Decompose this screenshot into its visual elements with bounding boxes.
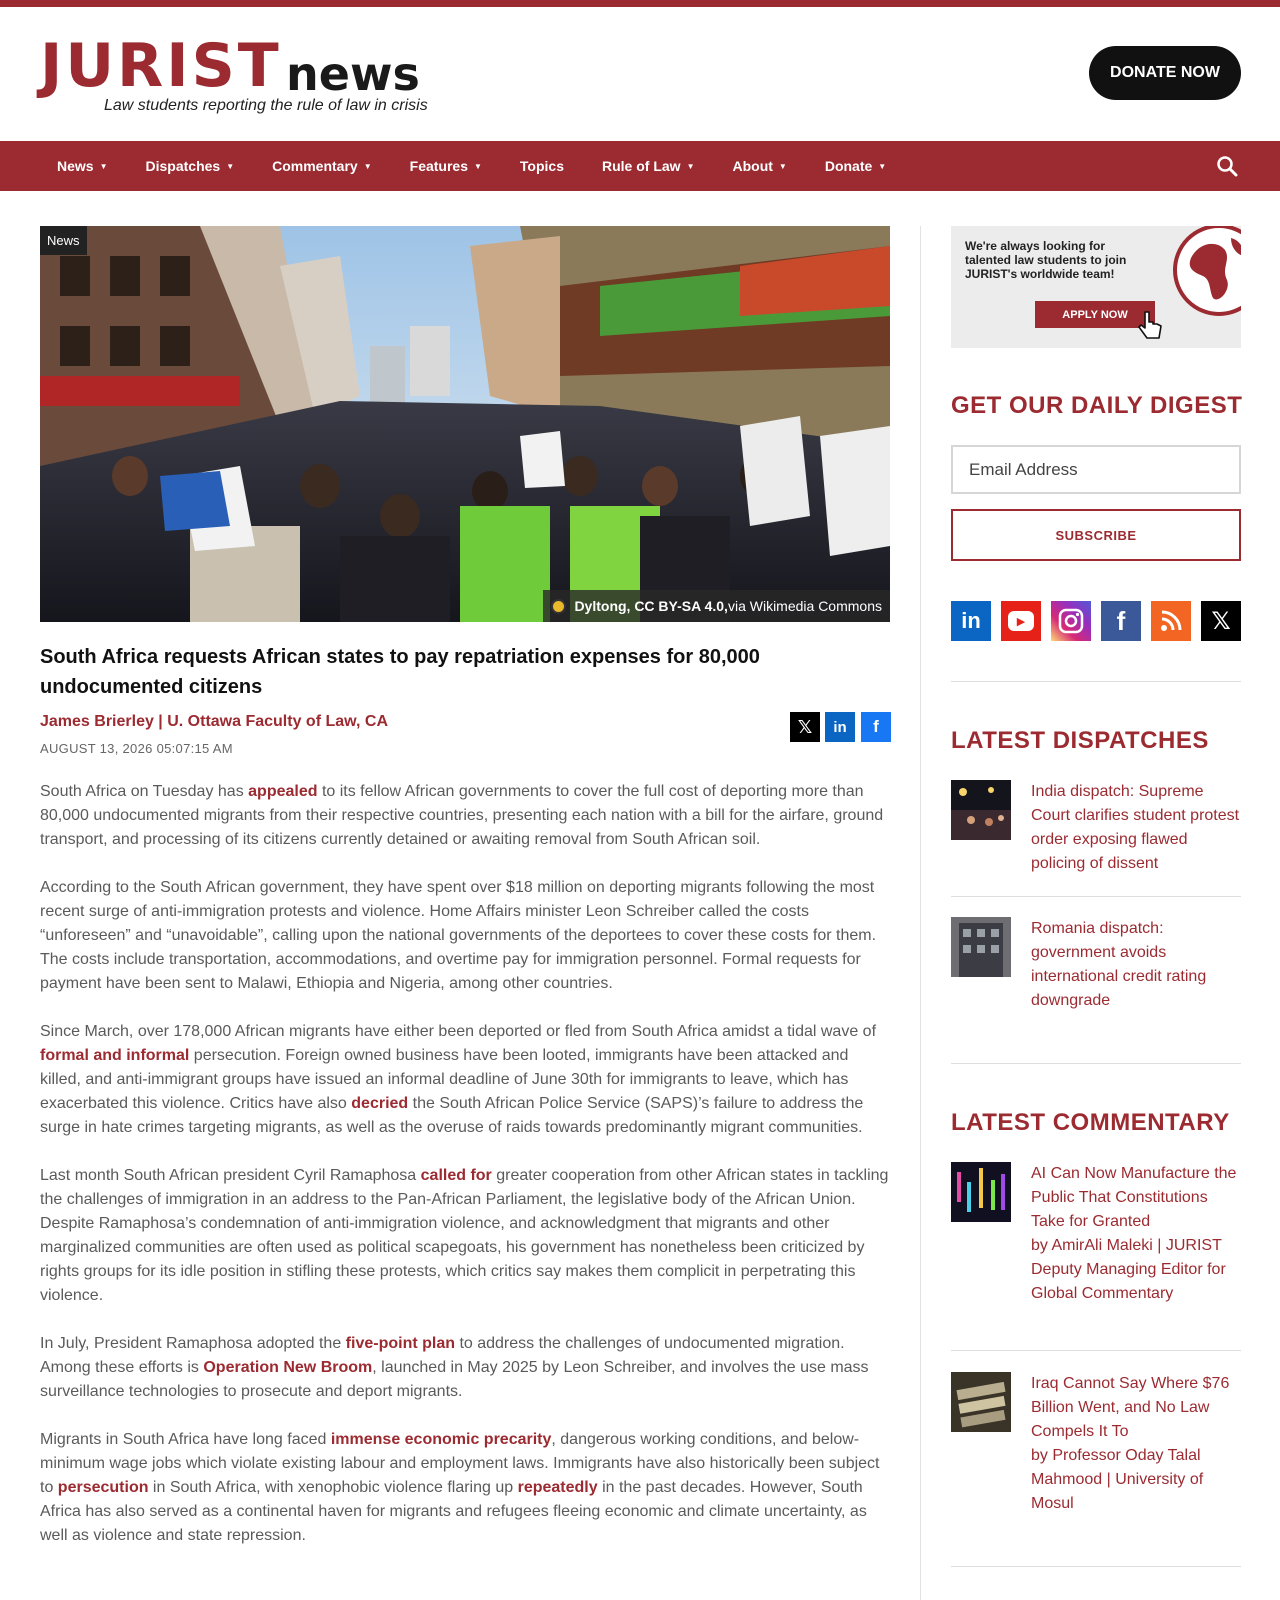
article-paragraph: According to the South African government, they have spent over $18 million on deporting migrants following the most recent surge of anti-immigration protests and violence. Home Affairs minister Leon Schreiber called the costs “unforeseen” and “unavoidable”, calling upon the national governments of the deportees to cover these costs for them. The costs include transportation, accommodations, and overtime pay for immigration personnel. Formal requests for payment have been sent to Malawi, Ethiopia and Nigeria, among other countries.	[40, 879, 877, 992]
dispatch-item[interactable]	[951, 780, 1241, 876]
caret-down-icon: ▼	[778, 161, 787, 171]
search-icon[interactable]	[1216, 155, 1238, 177]
x-icon: 𝕏	[1211, 607, 1231, 635]
nav-label: About	[732, 158, 773, 174]
text-run: the South African Police Service (SAPS)’s failure to address the surge in hate crimes targeting migrants, as well as the overuse of raids towards predominantly migrant communities.	[40, 1095, 864, 1136]
instagram-social-button[interactable]	[1051, 601, 1091, 641]
recruitment-ad[interactable]	[951, 226, 1241, 348]
linkedin-icon: in	[833, 718, 847, 736]
x-social-button[interactable]	[1201, 601, 1241, 641]
linkedin-social-button[interactable]	[951, 601, 991, 641]
digest-heading: GET OUR DAILY DIGEST	[951, 392, 1243, 419]
logo-news-text: news	[286, 47, 420, 101]
caret-down-icon: ▼	[226, 161, 235, 171]
commentary-text	[1031, 1372, 1241, 1516]
commentary-text	[1031, 1162, 1241, 1306]
creative-commons-icon	[551, 599, 566, 614]
nav-item-features[interactable]	[410, 158, 482, 174]
nav-label: Topics	[519, 158, 564, 174]
dispatch-thumbnail[interactable]	[951, 917, 1011, 977]
dispatch-item[interactable]	[951, 917, 1241, 1013]
nav-label: Commentary	[272, 158, 358, 174]
image-credit	[543, 590, 890, 622]
nav-item-dispatches[interactable]	[146, 158, 235, 174]
globe-icon	[1169, 226, 1241, 320]
donate-now-button[interactable]: DONATE NOW	[1089, 46, 1241, 100]
currency-bundle-photo	[951, 1372, 1011, 1432]
logo-tagline: Law students reporting the rule of law in crisis	[104, 97, 428, 114]
article-body	[40, 780, 892, 1572]
link-economic-precarity[interactable]: immense economic precarity	[330, 1431, 552, 1448]
nav-item-news[interactable]	[57, 158, 108, 174]
caret-down-icon: ▼	[878, 161, 887, 171]
credit-source[interactable]: via Wikimedia Commons	[727, 598, 882, 614]
nav-item-about[interactable]	[732, 158, 786, 174]
rss-icon	[1159, 609, 1183, 633]
text-run: in the past decades. However, South Africa has also served as a continental haven for migrants and refugees fleeing economic and climate uncertainty, as well as violence and state repression.	[40, 1479, 867, 1544]
x-icon: 𝕏	[797, 716, 813, 737]
linkedin-icon: in	[961, 608, 981, 633]
nav-label: Rule of Law	[602, 158, 681, 174]
building-photo	[951, 917, 1011, 977]
link-repeatedly[interactable]: repeatedly	[517, 1479, 598, 1496]
site-header	[0, 7, 1280, 141]
facebook-icon: f	[1116, 605, 1126, 636]
street-protest-photo	[40, 226, 890, 622]
pointer-hand-icon	[1137, 308, 1165, 342]
dispatches-heading: LATEST DISPATCHES	[951, 727, 1209, 754]
share-linkedin-button[interactable]	[825, 712, 855, 742]
link-appealed[interactable]: appealed	[248, 783, 318, 800]
article-date: AUGUST 13, 2026 05:07:15 AM	[40, 741, 233, 756]
category-badge[interactable]: News	[40, 226, 87, 255]
text-run: persecution. Foreign owned business have been looted, immigrants have been attacked and killed, and anti-immigrant groups have issued an informal deadline of June 30th for immigrants to leave, which has exacerbated this violence. Critics have also	[40, 1047, 849, 1112]
article-paragraph	[40, 1428, 892, 1548]
nav-label: Donate	[824, 158, 873, 174]
sidebar-divider	[951, 1063, 1241, 1064]
article-paragraph	[40, 1164, 892, 1308]
commentary-author[interactable]: by AmirAli Maleki | JURIST Deputy Managing Editor for Global Commentary	[1031, 1237, 1226, 1302]
text-run: Since March, over 178,000 African migrants have either been deported or fled from South Africa amidst a tidal wave of	[40, 1023, 877, 1040]
column-divider	[920, 226, 921, 1600]
instagram-icon	[1058, 608, 1084, 634]
text-run: In July, President Ramaphosa adopted the	[40, 1335, 346, 1352]
text-run: to its fellow African governments to cover the full cost of deporting more than 80,000 undocumented migrants from their respective countries, presenting each nation with a bill for the airfare, ground transport, and processing of its citizens currently detained or awaiting removal from South African soil.	[40, 783, 884, 848]
sidebar-divider	[951, 681, 1241, 682]
text-run: greater cooperation from other African states in tackling the challenges of immigration in an address to the Pan-African Parliament, the legislative body of the African Union. Despite Ramaphosa’s condemnation of anti-immigration violence, and acknowledgment that migrants and other marginalized communities are often used as political scapegoats, his government has nonetheless been criticized by rights groups for its idle position in stifling these protests, which critics say makes them complicit in perpetrating this violence.	[40, 1167, 889, 1304]
commentary-title[interactable]: AI Can Now Manufacture the Public That Constitutions Take for Granted	[1031, 1165, 1237, 1230]
commentary-title[interactable]: Iraq Cannot Say Where $76 Billion Went, and No Law Compels It To	[1031, 1375, 1230, 1440]
text-run: , launched in May 2025 by Leon Schreiber, and involves the use mass surveillance technologies to prosecute and deport migrants.	[40, 1359, 869, 1400]
text-run: South Africa on Tuesday has	[40, 783, 249, 800]
caret-down-icon: ▼	[686, 161, 695, 171]
neon-city-image	[951, 1162, 1011, 1222]
sidebar-divider	[951, 1566, 1241, 1567]
nav-item-commentary[interactable]	[272, 158, 372, 174]
rss-social-button[interactable]	[1151, 601, 1191, 641]
ad-text: We're always looking for talented law students to join JURIST's worldwide team!	[965, 239, 1127, 281]
commentary-author[interactable]: by Professor Oday Talal Mahmood | University of Mosul	[1031, 1447, 1204, 1512]
sidebar-divider	[951, 1350, 1241, 1351]
article-paragraph	[40, 1332, 892, 1404]
nav-item-donate[interactable]	[825, 158, 886, 174]
commentary-thumbnail[interactable]	[951, 1372, 1011, 1432]
article-byline[interactable]: James Brierley | U. Ottawa Faculty of Law, CA	[40, 713, 388, 730]
caret-down-icon: ▼	[474, 161, 482, 171]
link-formal-and-informal[interactable]: formal and informal	[40, 1047, 190, 1064]
text-run: in South Africa, with xenophobic violence flaring up	[148, 1479, 518, 1496]
nav-label: Dispatches	[145, 158, 221, 174]
caret-down-icon: ▼	[363, 161, 372, 171]
credit-author[interactable]: Dyltong, CC BY-SA 4.0,	[574, 598, 728, 614]
apply-now-button[interactable]: APPLY NOW	[1035, 301, 1155, 328]
facebook-icon: f	[873, 717, 879, 736]
facebook-social-button[interactable]	[1101, 601, 1141, 641]
nav-item-topics[interactable]	[520, 158, 564, 174]
commentary-thumbnail[interactable]	[951, 1162, 1011, 1222]
text-run: Last month South African president Cyril Ramaphosa	[40, 1167, 421, 1184]
dispatch-thumbnail[interactable]	[951, 780, 1011, 840]
caret-down-icon: ▼	[99, 161, 108, 171]
logo-jurist-text: JURIST	[40, 31, 282, 101]
text-run: Migrants in South Africa have long faced	[40, 1431, 331, 1448]
sidebar-divider	[951, 896, 1241, 897]
commentary-item[interactable]	[951, 1162, 1241, 1332]
youtube-icon: ▶	[1008, 611, 1034, 631]
youtube-social-button[interactable]	[1001, 601, 1041, 641]
text-run: to address the challenges of undocumented migration. Among these efforts is	[40, 1335, 845, 1376]
link-decried[interactable]: decried	[351, 1095, 409, 1112]
nav-item-rule-of-law[interactable]	[602, 158, 694, 174]
article-paragraph	[40, 780, 892, 852]
link-operation-new-broom[interactable]: Operation New Broom	[203, 1359, 373, 1376]
link-called-for[interactable]: called for	[420, 1167, 492, 1184]
nav-label: News	[57, 158, 94, 174]
email-address-input[interactable]	[951, 445, 1241, 494]
article-headline: South Africa requests African states to pay repatriation expenses for 80,000 undocumented citizens	[40, 646, 760, 698]
top-accent-stripe	[0, 0, 1280, 7]
share-facebook-button[interactable]	[861, 712, 891, 742]
share-x-button[interactable]	[790, 712, 820, 742]
main-navigation	[0, 141, 1280, 191]
crowd-night-photo	[951, 780, 1011, 840]
dispatch-title[interactable]: India dispatch: Supreme Court clarifies student protest order exposing flawed policing of dissent	[1031, 783, 1240, 872]
subscribe-button[interactable]: SUBSCRIBE	[951, 509, 1241, 561]
link-persecution[interactable]: persecution	[57, 1479, 149, 1496]
article-paragraph	[40, 1020, 892, 1140]
link-five-point-plan[interactable]: five-point plan	[345, 1335, 455, 1352]
commentary-item[interactable]	[951, 1372, 1241, 1518]
dispatch-title[interactable]: Romania dispatch: government avoids international credit rating downgrade	[1031, 920, 1207, 1009]
text-run: , dangerous working conditions, and below-minimum wage jobs which violate existing labour and employment laws. Immigrants have also historically been subject to	[40, 1431, 880, 1496]
jurist-logo[interactable]	[40, 31, 440, 120]
commentary-heading: LATEST COMMENTARY	[951, 1109, 1230, 1136]
nav-label: Features	[409, 158, 468, 174]
hero-image	[40, 226, 890, 622]
